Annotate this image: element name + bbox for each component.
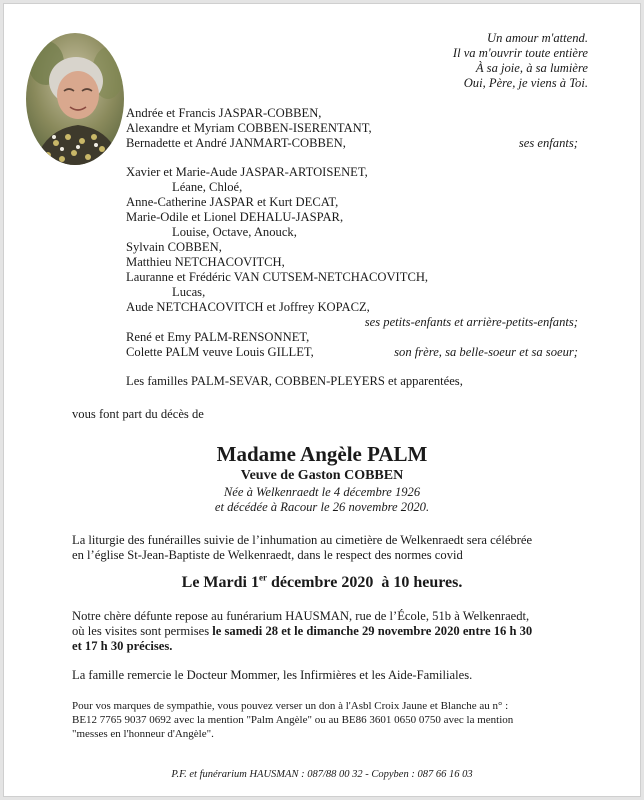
grandchild-name: Lauranne et Frédéric VAN CUTSEM-NETCHACOVITCH, (126, 270, 429, 284)
poem (453, 31, 588, 91)
grandchild-name: Aude NETCHACOVITCH et Joffrey KOPACZ, (126, 300, 370, 314)
visit-hours: et 17 h 30 précises. (72, 639, 173, 653)
deceased-name: Madame Angèle PALM (216, 442, 428, 466)
liturgy-line: en l’église St-Jean-Baptiste de Welkenraedt, dans le respect des normes covid (72, 548, 463, 562)
families-line: Les familles PALM-SEVAR, COBBEN-PLEYERS et apparentées, (126, 374, 463, 388)
poem-line: À sa joie, à sa lumière (475, 61, 588, 75)
poem-line: Oui, Père, je viens à Toi. (463, 76, 588, 90)
donation-paragraph (72, 699, 592, 741)
funeral-datetime (0, 573, 644, 593)
donation-line: "messes en l'honneur d'Angèle". (72, 728, 214, 740)
date-text: Le Mardi 1 (181, 574, 259, 591)
visit-line (72, 639, 592, 654)
widow-of: Veuve de Gaston COBBEN (240, 468, 404, 483)
announce-line: vous font part du décès de (72, 407, 204, 421)
grandchild-name: Léane, Chloé, (172, 180, 243, 194)
grandchild-name: Lucas, (172, 285, 206, 299)
grandchildren-role: ses petits-enfants et arrière-petits-enfants; (364, 315, 578, 329)
grandchild-name: Marie-Odile et Lionel DEHALU-JASPAR, (126, 210, 344, 224)
child-name: Alexandre et Myriam COBBEN-ISERENTANT, (126, 121, 372, 135)
thanks-line: La famille remercie le Docteur Mommer, les Infirmières et les Aide-Familiales. (72, 668, 473, 682)
date-time-text: décembre 2020 à 10 heures. (266, 574, 463, 591)
grandchild-name: Xavier et Marie-Aude JASPAR-ARTOISENET, (126, 165, 368, 179)
grandchild-name: Matthieu NETCHACOVITCH, (126, 255, 285, 269)
visit-paragraph (72, 609, 592, 654)
child-name: Bernadette et André JANMART-COBBEN, (126, 136, 346, 150)
liturgy-paragraph (72, 533, 592, 563)
grandchild-name: Anne-Catherine JASPAR et Kurt DECAT, (126, 195, 339, 209)
portrait-photo (26, 33, 124, 165)
footer-contacts: P.F. et funérarium HAUSMAN : 087/88 00 32 - Copyben : 087 66 16 03 (171, 769, 473, 780)
visit-line (72, 624, 592, 639)
grandchild-name: Louise, Octave, Anouck, (172, 225, 297, 239)
donation-line: BE12 7765 9037 0692 avec la mention "Palm Angèle" ou au BE86 3601 0650 0750 avec la mention (72, 714, 514, 726)
visit-hours: le samedi 28 et le dimanche 29 novembre 2020 entre 16 h 30 (212, 624, 533, 638)
birth-line: Née à Welkenraedt le 4 décembre 1926 (223, 485, 421, 499)
death-line: et décédée à Racour le 26 novembre 2020. (214, 500, 430, 514)
liturgy-line: La liturgie des funérailles suivie de l’inhumation au cimetière de Welkenraedt sera célébrée (72, 533, 533, 547)
visit-line: Notre chère défunte repose au funérarium HAUSMAN, rue de l’École, 51b à Welkenraedt, (72, 609, 530, 623)
poem-line: Il va m'ouvrir toute entière (452, 46, 588, 60)
visit-text: où les visites sont permises (72, 624, 213, 638)
children-role: ses enfants; (518, 136, 578, 150)
date-ordinal: er (258, 572, 267, 583)
donation-line: Pour vos marques de sympathie, vous pouvez verser un don à l'Asbl Croix Jaune et Blanche au n° : (72, 700, 509, 712)
poem-line: Un amour m'attend. (487, 31, 588, 45)
sibling-name: Colette PALM veuve Louis GILLET, (126, 345, 314, 359)
sibling-name: René et Emy PALM-RENSONNET, (126, 330, 310, 344)
grandchild-name: Sylvain COBBEN, (126, 240, 222, 254)
siblings-role: son frère, sa belle-soeur et sa soeur; (394, 345, 578, 359)
child-name: Andrée et Francis JASPAR-COBBEN, (126, 106, 322, 120)
